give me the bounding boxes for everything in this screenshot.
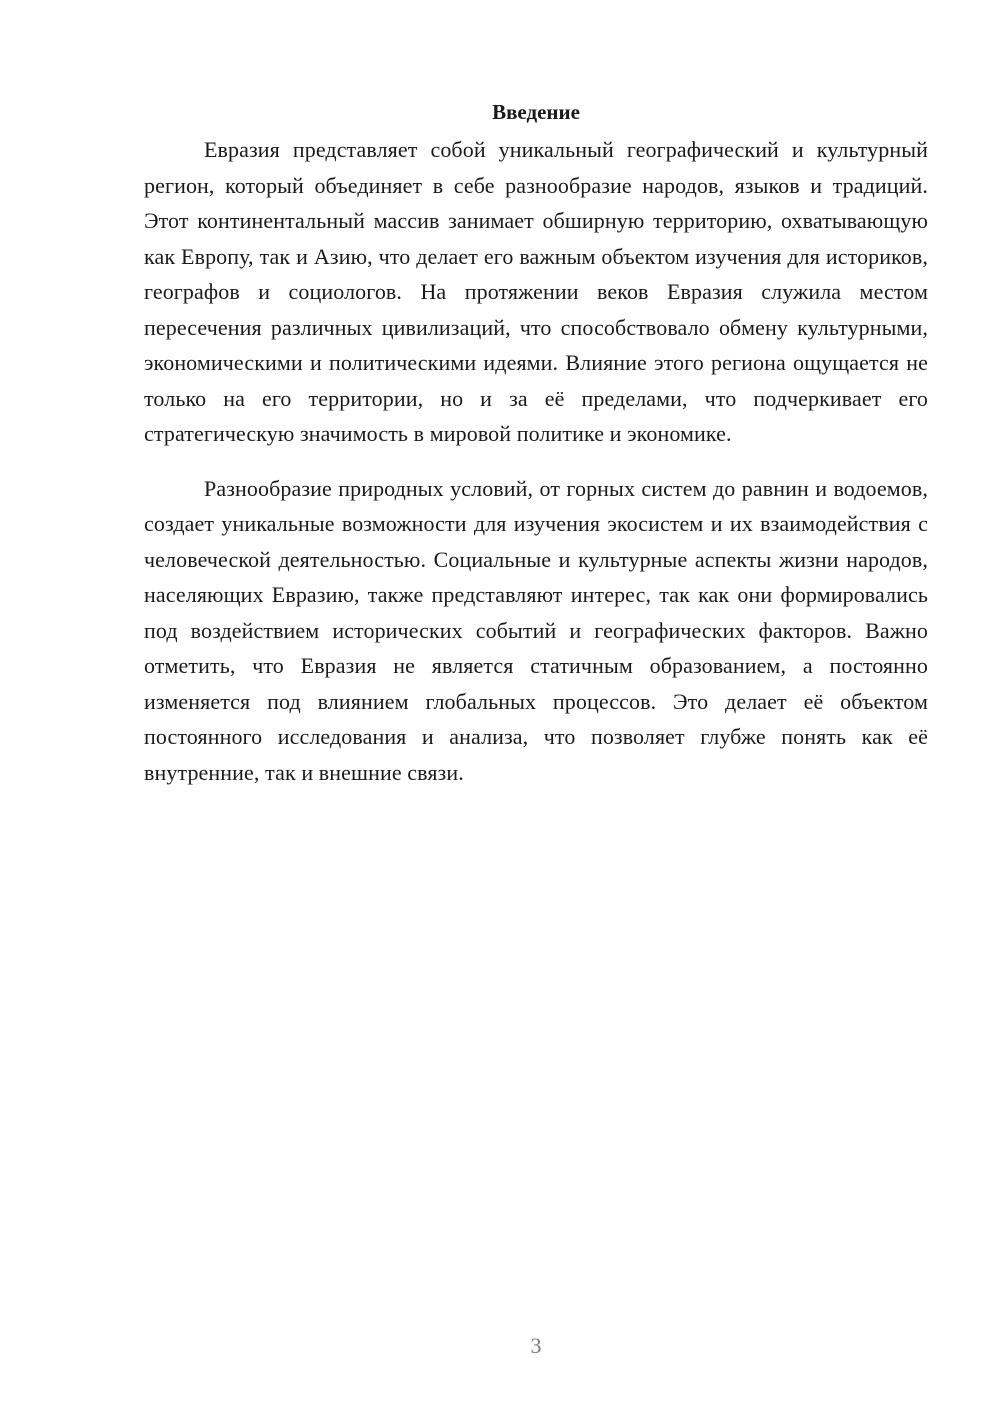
page-content — [144, 92, 928, 790]
page-number: 3 — [530, 1333, 542, 1358]
paragraph-2: Разнообразие природных условий, от горных систем до равнин и водоемов, создает уникальные возможности для изучения экосистем и их взаимодействия с человеческой деятельностью. Социальные и культурные аспекты жизни народов, населяющих Евразию, также представляют интерес, так как они формировались под воздействием исторических событий и географических факторов. Важно отметить, что Евразия не является статичным образованием, а постоянно изменяется под влиянием глобальных процессов. Это делает её объектом постоянного исследования и анализа, что позволяет глубже понять как её внутренние, так и внешние связи. — [144, 475, 928, 785]
paragraph-1: Евразия представляет собой уникальный географический и культурный регион, который объединяет в себе разнообразие народов, языков и традиций. Этот континентальный массив занимает обширную территорию, охватывающую как Европу, так и Азию, что делает его важным объектом изучения для историков, географов и социологов. На протяжении веков Евразия служила местом пересечения различных цивилизаций, что способствовало обмену культурными, экономическими и политическими идеями. Влияние этого региона ощущается не только на его территории, но и за её пределами, что подчеркивает его стратегическую значимость в мировой политике и экономике. — [144, 137, 928, 446]
section-title: Введение — [492, 100, 580, 124]
